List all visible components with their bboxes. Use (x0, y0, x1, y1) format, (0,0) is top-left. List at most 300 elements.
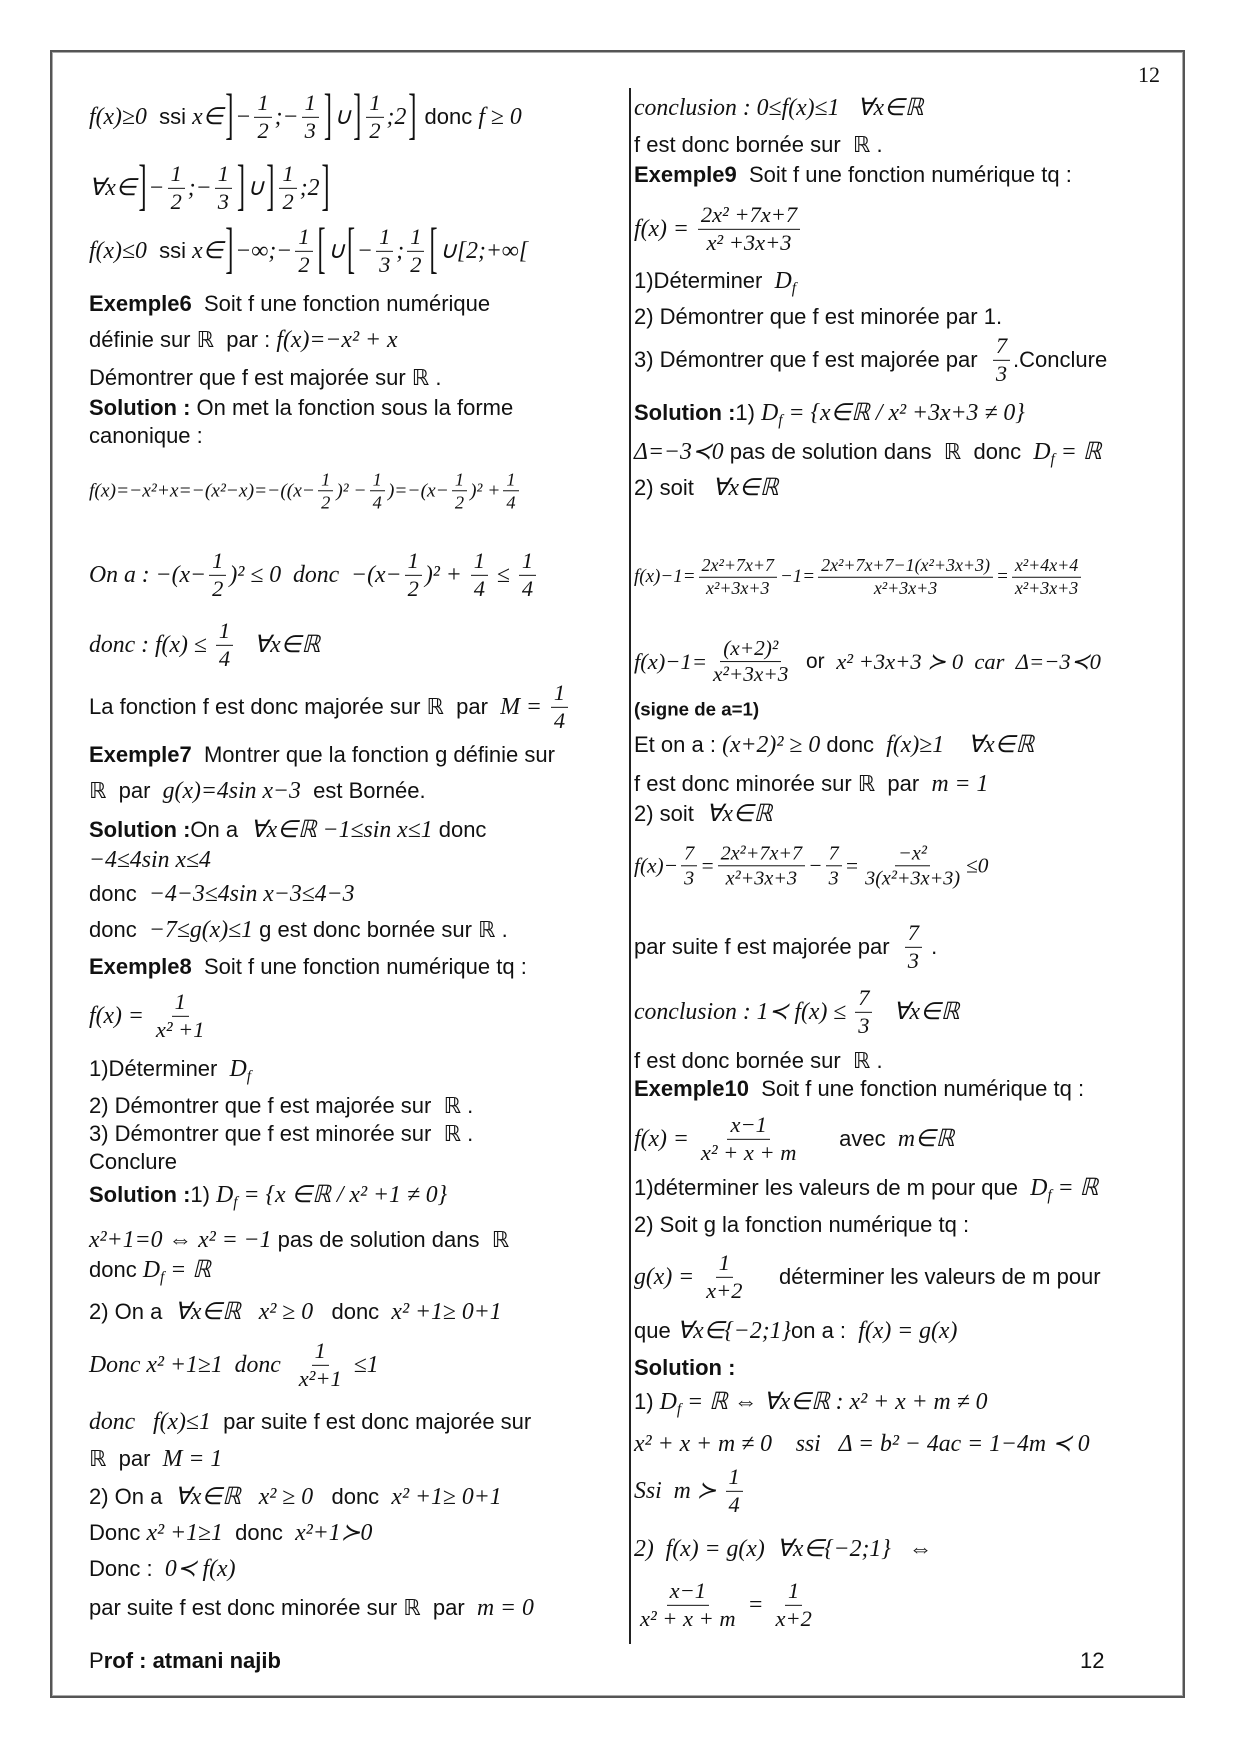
text-line (89, 1055, 252, 1086)
fraction (254, 91, 271, 143)
text-line (634, 1388, 988, 1419)
fraction-numerator: 7 (993, 334, 1010, 361)
text-run: Soit f une fonction numérique tq : (191, 953, 527, 979)
text-run: Soit f une fonction numérique (191, 290, 491, 316)
math-expression: 2) f(x) = g(x) ∀x∈{−2;1} ⇔ (634, 1535, 933, 1562)
text-line (634, 399, 1025, 430)
text-line (634, 163, 1072, 187)
fraction-numerator: 2x²+7x+7 (718, 842, 806, 866)
fraction-denominator: 3 (858, 1012, 870, 1038)
text-line (634, 986, 960, 1038)
bold-heading: Exemple10 (634, 1075, 749, 1101)
text-line (89, 1446, 222, 1472)
fraction-numerator: 1 (254, 91, 271, 118)
interval-bracket: ] (225, 218, 234, 281)
math-expression: ∀x∈ℝ −1≤sin x≤1 (250, 816, 433, 843)
fraction (407, 225, 424, 277)
fraction-numerator: 1 (215, 162, 232, 189)
text-run: 2) On a (89, 1298, 175, 1324)
math-expression: D (761, 399, 779, 426)
subscript: f (778, 412, 783, 430)
text-line (89, 218, 529, 281)
fraction-denominator: 3 (379, 251, 391, 277)
bold-heading: Solution : (634, 1354, 736, 1380)
fraction-numerator: 1 (452, 469, 467, 491)
fraction (471, 549, 488, 601)
text-run: Donc : (89, 1555, 165, 1581)
text-run: 1)déterminer les valeurs de m pour que (634, 1174, 1031, 1200)
math-expression: ∪[2;+∞[ (439, 237, 529, 264)
fraction-numerator: 1 (785, 1579, 802, 1606)
subscript: f (233, 1194, 238, 1212)
fraction (153, 990, 208, 1042)
text-run: déterminer les valeurs de m pour (748, 1263, 1101, 1289)
fraction-numerator: 7 (826, 842, 842, 866)
fraction-denominator: x+2 (706, 1277, 743, 1303)
text-run: donc (418, 103, 479, 129)
text-line (634, 203, 803, 255)
text-run: est Bornée. (300, 777, 426, 803)
math-expression: ;− (187, 174, 212, 201)
fraction-denominator: x² + x + m (640, 1605, 736, 1631)
interval-bracket: ] (225, 84, 234, 147)
fraction-numerator: 1 (279, 162, 296, 189)
fraction-denominator: 3 (828, 867, 839, 890)
math-expression: f(x) = g(x) (858, 1317, 958, 1344)
math-expression: ∪ (247, 174, 265, 201)
text-run: 1) (190, 1181, 217, 1207)
text-run: 2) Démontrer que f est minorée par 1. (634, 303, 1003, 329)
text-line (634, 801, 772, 827)
text-run: Soit f une fonction numérique tq : (736, 161, 1072, 187)
fraction-numerator: 1 (407, 225, 424, 252)
text-run: donc (313, 1483, 392, 1509)
text-line (634, 334, 1107, 386)
fraction-denominator: 2 (298, 251, 310, 277)
fraction-numerator: (x+2)² (720, 637, 781, 662)
text-run: Démontrer que f est majorée sur ℝ . (89, 364, 442, 390)
math-expression: D (1033, 438, 1051, 465)
fraction-numerator: x−1 (667, 1579, 709, 1606)
math-expression: ∀x∈ℝ x² ≥ 0 (174, 1483, 314, 1510)
text-line (89, 1520, 372, 1546)
fraction (699, 556, 777, 598)
text-line (634, 842, 988, 889)
text-line (89, 847, 211, 873)
bold-heading: Solution : (89, 1181, 191, 1207)
math-expression: ; (396, 237, 405, 264)
math-expression: )² ≤ 0 donc −(x− (229, 561, 402, 588)
fraction-denominator: 4 (506, 492, 516, 513)
text-line (89, 681, 571, 733)
text-line (634, 1356, 735, 1380)
math-expression: ≤1 (347, 1351, 379, 1378)
text-line (89, 1256, 211, 1287)
math-expression: x∈ (192, 103, 224, 130)
footer-author (89, 1648, 281, 1674)
bold-heading: Solution : (89, 394, 191, 420)
math-expression: = (741, 1591, 770, 1618)
fraction-denominator: x²+3x+3 (725, 867, 798, 890)
math-expression: = (844, 853, 860, 878)
interval-bracket: ] (266, 155, 275, 218)
fraction-denominator: x²+3x+3 (873, 577, 938, 598)
fraction (366, 91, 383, 143)
fraction (681, 842, 697, 889)
fraction (519, 549, 536, 601)
interval-bracket: [ (317, 218, 326, 281)
math-expression: m = 1 (931, 770, 989, 797)
fraction (772, 1579, 814, 1631)
fraction (216, 619, 233, 671)
text-line (89, 881, 355, 907)
text-run: 1)Déterminer (634, 267, 775, 293)
column-divider (629, 88, 631, 1644)
text-line (89, 1181, 448, 1212)
text-run: donc (313, 1298, 392, 1324)
fraction (215, 162, 232, 214)
math-expression: x² +1≥ 0+1 (391, 1483, 502, 1510)
bold-heading: Exemple6 (89, 290, 192, 316)
fraction (826, 842, 842, 889)
text-run: donc (820, 731, 887, 757)
text-line (89, 990, 211, 1042)
fraction-numerator: 1 (172, 990, 189, 1017)
fraction-denominator: x²+3x+3 (1014, 577, 1079, 598)
fraction-numerator: 2x² +7x+7 (698, 203, 800, 230)
math-expression: = {x ∈ℝ / x² +1 ≠ 0} (237, 1181, 448, 1208)
fraction-denominator: 3 (217, 188, 229, 214)
math-expression: ;− (274, 103, 299, 130)
fraction-denominator: 4 (218, 645, 231, 671)
subscript: f (159, 1269, 165, 1287)
math-expression: x² +3x+3 ≻ 0 car Δ=−3≺0 (836, 648, 1101, 674)
math-expression: x²+1≻0 (295, 1519, 373, 1546)
fraction-numerator: 1 (216, 619, 233, 646)
math-expression: D (216, 1181, 234, 1208)
text-run: donc (89, 916, 149, 942)
text-line (89, 1556, 235, 1582)
interval-bracket: ] (353, 84, 362, 147)
bold-heading: Exemple8 (89, 953, 192, 979)
text-line (89, 619, 320, 671)
text-run: pas de solution dans ℝ (271, 1226, 510, 1252)
page-number-top: 12 (1138, 62, 1160, 87)
fraction (818, 556, 993, 598)
text-run: f est donc minorée sur ℝ par (634, 770, 932, 796)
math-expression: Δ=−3≺0 (634, 438, 724, 465)
fraction (905, 921, 922, 973)
math-expression: x² +1≥ 0+1 (391, 1298, 502, 1325)
fraction-denominator: 3 (304, 117, 316, 143)
fraction-numerator: 1 (726, 1465, 743, 1492)
math-expression: m = 0 (476, 1594, 534, 1621)
text-line (634, 732, 1034, 758)
math-expression: − (357, 237, 374, 264)
math-expression: f(x)≥0 (89, 103, 147, 130)
text-line (89, 327, 398, 353)
text-run: f est donc bornée sur ℝ . (634, 1047, 883, 1073)
fraction (551, 681, 568, 733)
text-run: on a : (791, 1317, 859, 1343)
math-expression: D (142, 1256, 160, 1283)
math-expression: g(x)=4sin x−3 (162, 777, 301, 804)
fraction-numerator: 1 (716, 1251, 733, 1278)
text-line (634, 305, 1002, 329)
text-run: g est donc bornée sur ℝ . (253, 916, 508, 942)
interval-bracket: ] (408, 84, 417, 147)
fraction (993, 334, 1010, 386)
text-line (89, 469, 522, 512)
text-line (89, 396, 513, 420)
fraction-numerator: 2x²+7x+7 (699, 556, 777, 578)
fraction-denominator: 3 (684, 867, 695, 890)
text-line (634, 1251, 1101, 1303)
fraction-denominator: x² + x + m (700, 1139, 797, 1165)
math-expression: ;2 (386, 103, 407, 130)
text-run: 2) soit (634, 474, 713, 500)
fraction-numerator: 7 (905, 921, 922, 948)
text-run: . (925, 933, 938, 959)
fraction-denominator: 3(x²+3x+3) (865, 867, 961, 890)
text-line (89, 1484, 502, 1510)
subscript: f (1047, 1187, 1052, 1205)
interval-bracket: [ (346, 218, 356, 281)
fraction-denominator: 4 (372, 492, 382, 513)
text-line (89, 1094, 473, 1118)
math-expression: conclusion : 1≺ f(x) ≤ (634, 998, 853, 1025)
text-run: donc (222, 1519, 296, 1545)
text-line (634, 556, 1084, 598)
text-run: or (794, 650, 837, 674)
math-expression: Ssi m ≻ (634, 1477, 723, 1504)
fraction-denominator: 4 (473, 575, 485, 601)
bold-note: (signe de a=1) (634, 698, 760, 720)
math-expression: D (774, 267, 792, 294)
math-expression: −7≤g(x)≤1 (148, 916, 254, 943)
math-expression: ∀x∈ (89, 174, 137, 201)
fraction (698, 1113, 800, 1165)
interval-bracket: ] (236, 155, 246, 218)
fraction-numerator: x²+4x+4 (1012, 556, 1081, 578)
math-expression: M = 1 (162, 1445, 223, 1472)
math-expression: ∀x∈ℝ (875, 998, 960, 1025)
text-run: par suite f est majorée par (634, 933, 902, 959)
math-expression: f(x) = (634, 215, 695, 242)
math-expression: f(x)≤0 (89, 237, 147, 264)
math-expression: donc : f(x) ≤ (89, 631, 213, 658)
bold-heading: Solution : (634, 399, 736, 425)
math-expression: (x+2)² ≥ 0 (722, 731, 821, 758)
math-expression: m∈ℝ (897, 1125, 955, 1152)
math-expression: −4−3≤4sin x−3≤4−3 (148, 880, 355, 907)
text-run: donc (89, 1256, 143, 1282)
fraction-numerator: 1 (370, 469, 385, 491)
math-expression: D (229, 1055, 247, 1082)
text-line (634, 1431, 1090, 1457)
text-line (634, 1465, 746, 1517)
fraction (279, 162, 296, 214)
text-line (89, 1339, 379, 1391)
math-expression: f(x)≥1 ∀x∈ℝ (886, 731, 1035, 758)
fraction-numerator: 1 (366, 91, 383, 118)
fraction-numerator: 1 (405, 549, 422, 576)
math-expression: f(x)− (634, 853, 679, 878)
math-expression: = ℝ ⇔ ∀x∈ℝ : x² + x + m ≠ 0 (681, 1388, 988, 1415)
text-run: On a (190, 816, 251, 842)
fraction-denominator: 2 (369, 117, 381, 143)
math-expression: x² +1≥1 (146, 1519, 223, 1546)
math-expression: )² − (336, 480, 367, 502)
subscript: f (676, 1401, 682, 1419)
text-line (634, 475, 779, 501)
text-line (634, 1049, 883, 1073)
text-line (634, 1113, 954, 1165)
fraction (710, 637, 791, 687)
fraction-denominator: 4 (553, 707, 566, 733)
text-run: f est donc bornée sur ℝ . (634, 131, 883, 157)
math-expression: D (659, 1388, 677, 1415)
text-line (89, 366, 441, 390)
text-run: donc (432, 816, 487, 842)
text-run: La fonction f est donc majorée sur ℝ par (89, 693, 501, 719)
text-run: 2) Soit g la fonction numérique tq : (634, 1211, 970, 1237)
text-line (634, 267, 797, 298)
text-run: 2) soit (634, 800, 707, 826)
fraction-denominator: 4 (521, 575, 534, 601)
text-line (89, 84, 522, 147)
math-expression: f(x)=−x²+x=−(x²−x)=−((x− (89, 480, 316, 502)
math-expression: f(x) = (634, 1125, 695, 1152)
fraction-numerator: 7 (681, 842, 697, 866)
fraction-numerator: −x² (895, 842, 930, 866)
math-expression: = ℝ (1054, 438, 1102, 465)
fraction (376, 225, 393, 277)
math-expression: M = (500, 693, 548, 720)
fraction-denominator: x²+3x+3 (713, 662, 789, 687)
text-run: par suite f est donc minorée sur ℝ par (89, 1594, 477, 1620)
footer-page-number: 12 (1080, 1648, 1105, 1673)
text-line (89, 1122, 473, 1146)
fraction-denominator: x²+1 (298, 1365, 342, 1391)
text-run: ssi (146, 103, 193, 129)
text-line (89, 424, 203, 448)
text-run: donc (89, 880, 149, 906)
math-expression: g(x) = (634, 1263, 701, 1290)
math-expression: x²+1=0 ⇔ x² = −1 (89, 1226, 272, 1253)
fraction-numerator: 1 (209, 549, 226, 576)
text-run: 2) Démontrer que f est majorée sur ℝ . (89, 1092, 474, 1118)
math-expression: )² + (470, 480, 501, 502)
math-expression: − (808, 853, 823, 878)
text-line (89, 778, 426, 804)
math-expression: −∞;− (235, 237, 293, 264)
text-run: avec (802, 1125, 898, 1151)
interval-bracket: [ (429, 218, 438, 281)
math-expression: = (995, 565, 1009, 587)
fraction-denominator: 4 (728, 1491, 740, 1517)
text-line (89, 955, 527, 979)
footer-author-initial: P (89, 1648, 104, 1673)
bold-heading: Exemple7 (89, 741, 192, 767)
math-expression: f(x)−1= (634, 565, 696, 587)
bold-heading: Exemple9 (634, 161, 737, 187)
math-expression: ∀x∈ℝ (706, 800, 773, 827)
text-line (634, 1536, 932, 1562)
fraction-denominator: x² +1 (155, 1016, 205, 1042)
text-run: Donc (89, 1519, 147, 1545)
math-expression: −1= (779, 565, 816, 587)
fraction-denominator: 3 (995, 360, 1008, 386)
fraction-numerator: 1 (551, 681, 568, 708)
fraction (295, 225, 312, 277)
math-expression: On a : −(x− (89, 561, 207, 588)
text-line (634, 637, 1101, 687)
fraction-numerator: 7 (855, 986, 872, 1013)
fraction (637, 1579, 739, 1631)
footer-author-name: rof : atmani najib (103, 1648, 281, 1673)
text-line (634, 1077, 1084, 1101)
text-line (634, 1579, 818, 1631)
fraction-denominator: 2 (282, 188, 294, 214)
text-line (89, 917, 508, 943)
fraction-numerator: 1 (168, 162, 185, 189)
text-line (634, 133, 883, 157)
text-run: On met la fonction sous la forme (190, 394, 514, 420)
text-line (634, 1174, 1099, 1205)
fraction (855, 986, 872, 1038)
text-line (89, 817, 486, 843)
text-run: .Conclure (1013, 346, 1108, 372)
interval-bracket: ] (138, 155, 147, 218)
fraction-denominator: 2 (170, 188, 182, 214)
text-run: 2) On a (89, 1483, 175, 1509)
math-expression: x² + x + m ≠ 0 ssi Δ = b² − 4ac = 1−4m ≺ 0 (634, 1430, 1090, 1457)
fraction-numerator: 1 (503, 469, 518, 491)
math-expression: )=−(x− (387, 480, 449, 502)
bold-heading: Solution : (89, 816, 191, 842)
text-run: 3) Démontrer que f est minorée sur ℝ . (89, 1120, 474, 1146)
text-line (89, 292, 490, 316)
fraction-numerator: x−1 (727, 1113, 769, 1140)
fraction (718, 842, 806, 889)
fraction-denominator: x²+3x+3 (706, 577, 770, 598)
fraction (318, 469, 333, 512)
math-expression: ∀x∈ℝ (712, 474, 779, 501)
text-line (634, 95, 924, 121)
math-expression: Donc x² +1≥1 donc (89, 1351, 293, 1378)
fraction-numerator: 1 (295, 225, 312, 252)
fraction (1012, 556, 1081, 598)
text-run: canonique : (89, 422, 203, 448)
math-expression: x∈ (192, 237, 224, 264)
text-run: par suite f est donc majorée sur (210, 1408, 532, 1434)
fraction (370, 469, 385, 512)
fraction-numerator: 1 (471, 549, 488, 576)
fraction-denominator: x² +3x+3 (706, 229, 792, 255)
fraction-numerator: 1 (302, 91, 319, 118)
text-run: Montrer que la fonction g définie sur (191, 741, 555, 767)
fraction-denominator: 2 (407, 575, 419, 601)
text-run: pas de solution dans ℝ donc (723, 438, 1034, 464)
fraction-numerator: 1 (376, 225, 393, 252)
text-line (89, 1150, 177, 1174)
text-run: 1)Déterminer (89, 1055, 230, 1081)
fraction-numerator: 2x²+7x+7−1(x²+3x+3) (818, 556, 993, 578)
fraction-denominator: 3 (907, 947, 920, 973)
interval-bracket: ] (323, 84, 332, 147)
math-expression: ∀x∈ℝ (236, 631, 321, 658)
